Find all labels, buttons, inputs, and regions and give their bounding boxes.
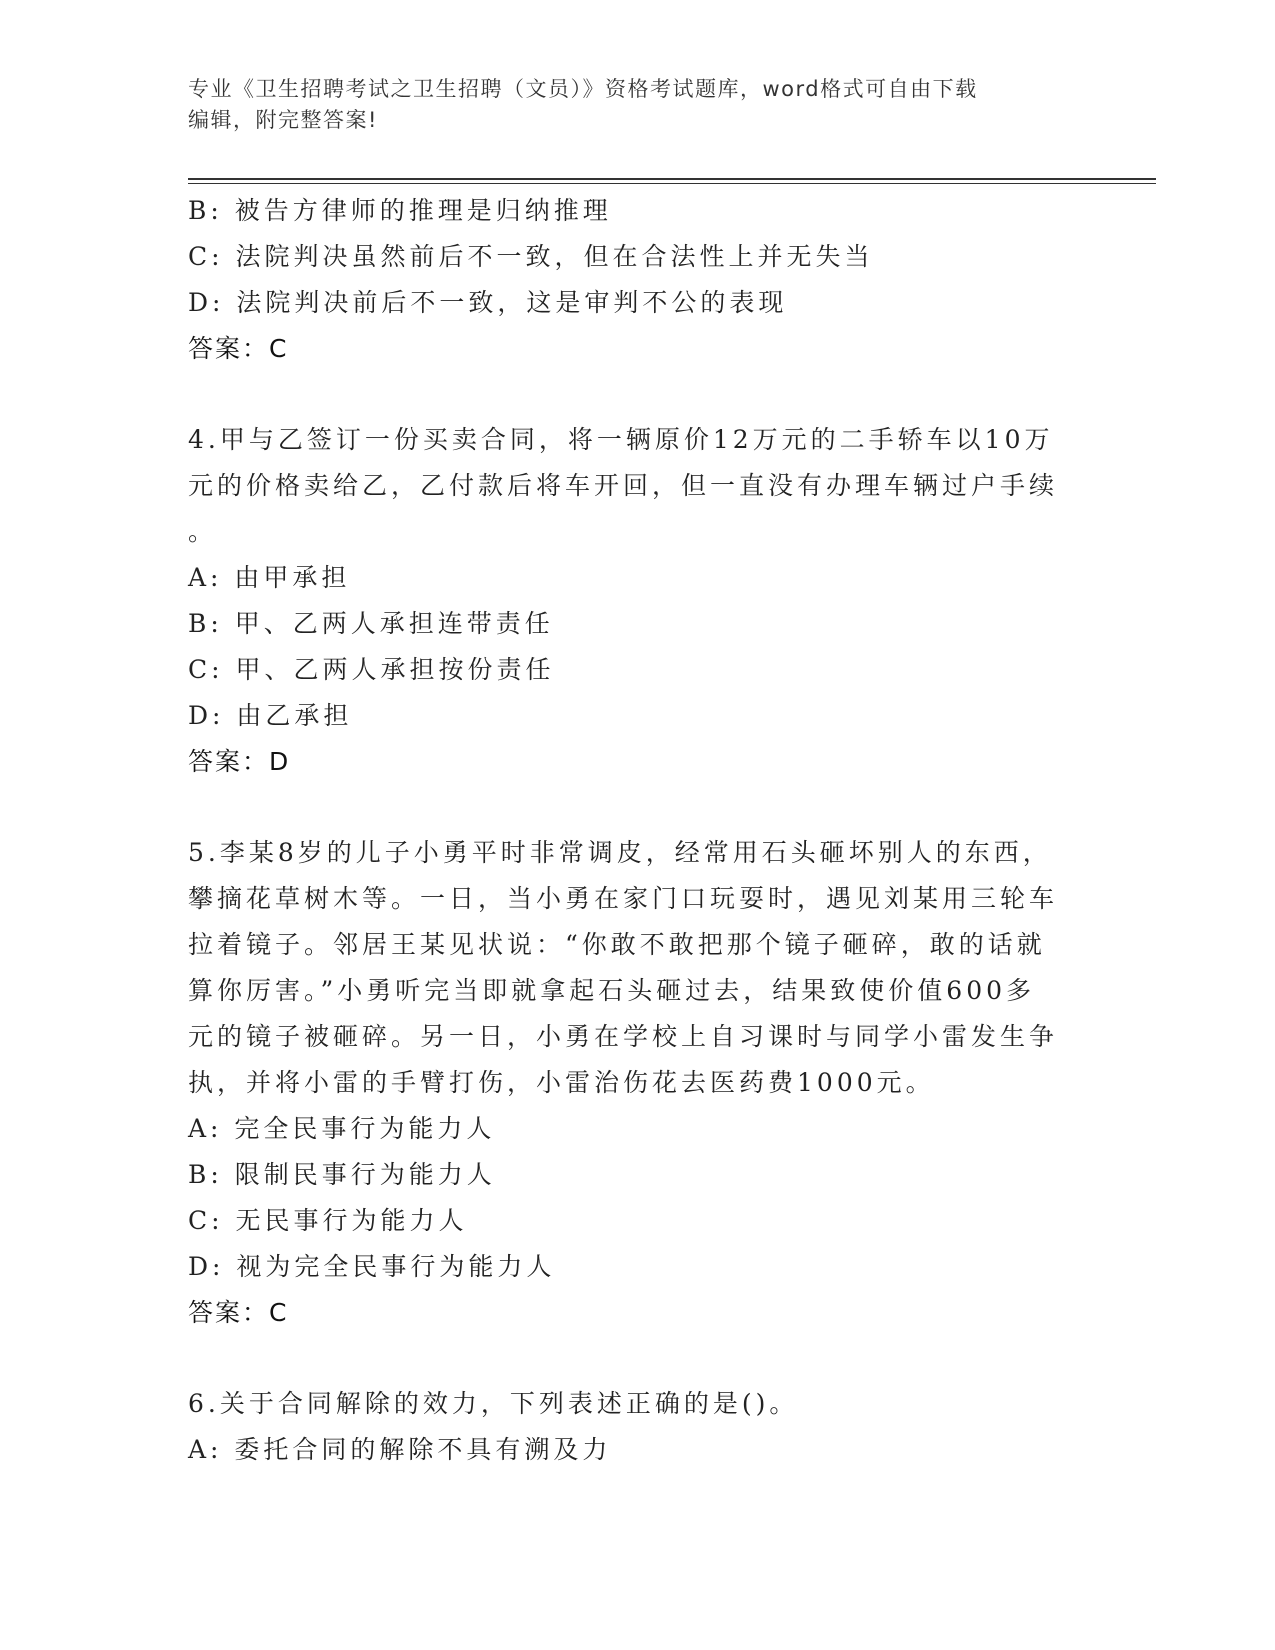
- spacer: [188, 785, 1068, 830]
- q5-stem-line-1: 5.李某8岁的儿子小勇平时非常调皮，经常用石头砸坏别人的东西，: [188, 838, 1052, 867]
- q5-stem-line-5: 元的镜子被砸碎。另一日，小勇在学校上自习课时与同学小雷发生争: [188, 1022, 1059, 1051]
- q6-stem-line-1: 6.关于合同解除的效力，下列表述正确的是()。: [188, 1389, 799, 1418]
- question-6: [188, 1381, 1068, 1473]
- q5-stem-line-4: 算你厉害。”小勇听完当即就拿起石头砸过去，结果致使价值600多: [188, 976, 1036, 1005]
- header-divider-thin: [188, 183, 1156, 184]
- q4-option-b: B: 甲、乙两人承担连带责任: [188, 609, 554, 638]
- question-content: [188, 188, 1068, 1473]
- q5-option-a: A: 完全民事行为能力人: [188, 1114, 496, 1143]
- q4-answer: 答案：D: [188, 747, 291, 776]
- q5-option-d: D: 视为完全民事行为能力人: [188, 1252, 556, 1281]
- q4-option-c: C: 甲、乙两人承担按份责任: [188, 655, 555, 684]
- q4-stem-line-3: 。: [188, 517, 218, 546]
- document-header: [188, 74, 1068, 136]
- header-line-1: 专业《卫生招聘考试之卫生招聘（文员）》资格考试题库，word格式可自由下载: [188, 77, 978, 101]
- q3-option-b: B: 被告方律师的推理是归纳推理: [188, 196, 612, 225]
- q4-option-a: A: 由甲承担: [188, 563, 351, 592]
- question-5: [188, 830, 1068, 1336]
- q3-option-c: C: 法院判决虽然前后不一致，但在合法性上并无失当: [188, 242, 874, 271]
- q5-stem-line-2: 攀摘花草树木等。一日，当小勇在家门口玩耍时，遇见刘某用三轮车: [188, 884, 1059, 913]
- q5-option-c: C: 无民事行为能力人: [188, 1206, 468, 1235]
- q3-answer: 答案：C: [188, 334, 289, 363]
- q6-option-a: A: 委托合同的解除不具有溯及力: [188, 1435, 612, 1464]
- q5-answer: 答案：C: [188, 1298, 289, 1327]
- spacer: [188, 1336, 1068, 1381]
- question-3-tail: [188, 188, 1068, 372]
- q4-option-d: D: 由乙承担: [188, 701, 353, 730]
- q5-stem-line-6: 执，并将小雷的手臂打伤，小雷治伤花去医药费1000元。: [188, 1068, 935, 1097]
- q5-option-b: B: 限制民事行为能力人: [188, 1160, 496, 1189]
- header-line-2: 编辑，附完整答案!: [188, 108, 378, 132]
- header-divider-thick: [188, 178, 1156, 180]
- q4-stem-line-1: 4.甲与乙签订一份买卖合同，将一辆原价12万元的二手轿车以10万: [188, 425, 1054, 454]
- question-4: [188, 417, 1068, 785]
- q5-stem-line-3: 拉着镜子。邻居王某见状说：“你敢不敢把那个镜子砸碎，敢的话就: [188, 930, 1046, 959]
- q3-option-d: D: 法院判决前后不一致，这是审判不公的表现: [188, 288, 788, 317]
- q4-stem-line-2: 元的价格卖给乙，乙付款后将车开回，但一直没有办理车辆过户手续: [188, 471, 1059, 500]
- spacer: [188, 372, 1068, 417]
